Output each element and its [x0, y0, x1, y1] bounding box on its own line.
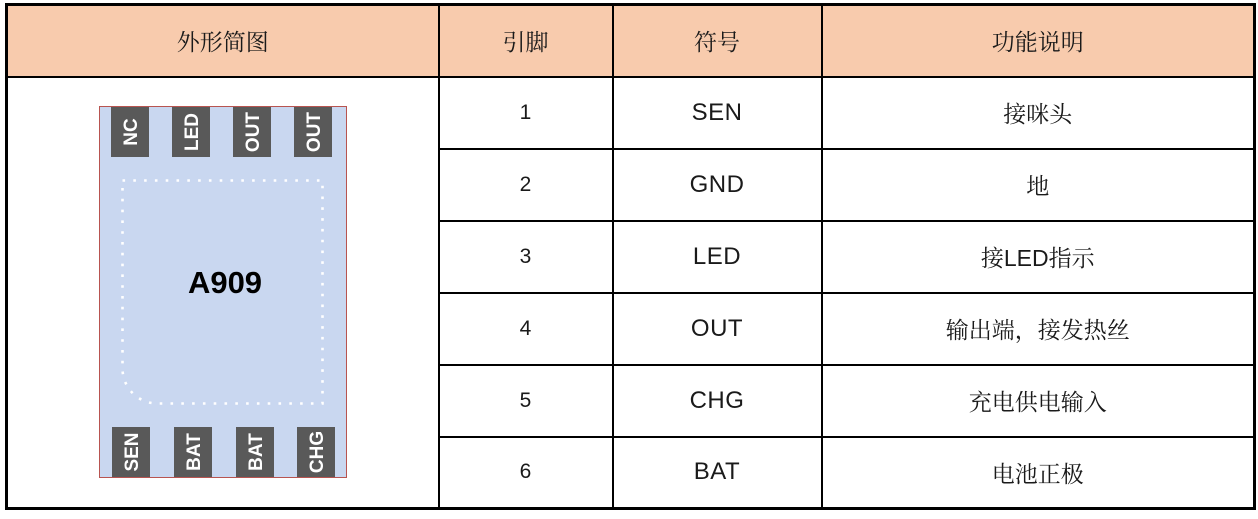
chip-outline-diagram-cell	[7, 77, 439, 509]
chip-pin-label-chg: CHG	[306, 431, 328, 474]
pin-number: 3	[439, 221, 613, 293]
pin-symbol: SEN	[613, 77, 822, 149]
pin-description: 接LED指示	[822, 221, 1255, 293]
pin-description-table	[5, 3, 1256, 510]
header-outline-diagram: 外形简图	[7, 5, 439, 77]
header-function-description: 功能说明	[822, 5, 1255, 77]
pin-symbol: LED	[613, 221, 822, 293]
chip-pin-label-led: LED	[181, 113, 203, 152]
pin-description: 地	[822, 149, 1255, 221]
pin-symbol: OUT	[613, 293, 822, 365]
table-row	[7, 77, 1255, 149]
chip-pin-label-bat1: BAT	[183, 433, 205, 472]
chip-package-diagram	[99, 106, 347, 478]
pin-number: 2	[439, 149, 613, 221]
pin-number: 1	[439, 77, 613, 149]
pin-number: 6	[439, 437, 613, 509]
chip-pin-label-bat2: BAT	[245, 433, 267, 472]
pin-symbol: CHG	[613, 365, 822, 437]
pin-description: 接咪头	[822, 77, 1255, 149]
pin-number: 5	[439, 365, 613, 437]
chip-pin-label-out2: OUT	[303, 112, 325, 153]
chip-pin-label-sen: SEN	[121, 432, 143, 472]
pin-symbol: BAT	[613, 437, 822, 509]
pin-description: 电池正极	[822, 437, 1255, 509]
table-header-row	[7, 5, 1255, 77]
chip-pin-label-out1: OUT	[242, 112, 264, 153]
chip-part-number: A909	[187, 265, 262, 301]
pin-description: 充电供电输入	[822, 365, 1255, 437]
pin-symbol: GND	[613, 149, 822, 221]
pin-description: 输出端，接发热丝	[822, 293, 1255, 365]
header-symbol: 符号	[613, 5, 822, 77]
chip-pin-label-nc: NC	[120, 118, 142, 146]
pin-number: 4	[439, 293, 613, 365]
header-pin: 引脚	[439, 5, 613, 77]
